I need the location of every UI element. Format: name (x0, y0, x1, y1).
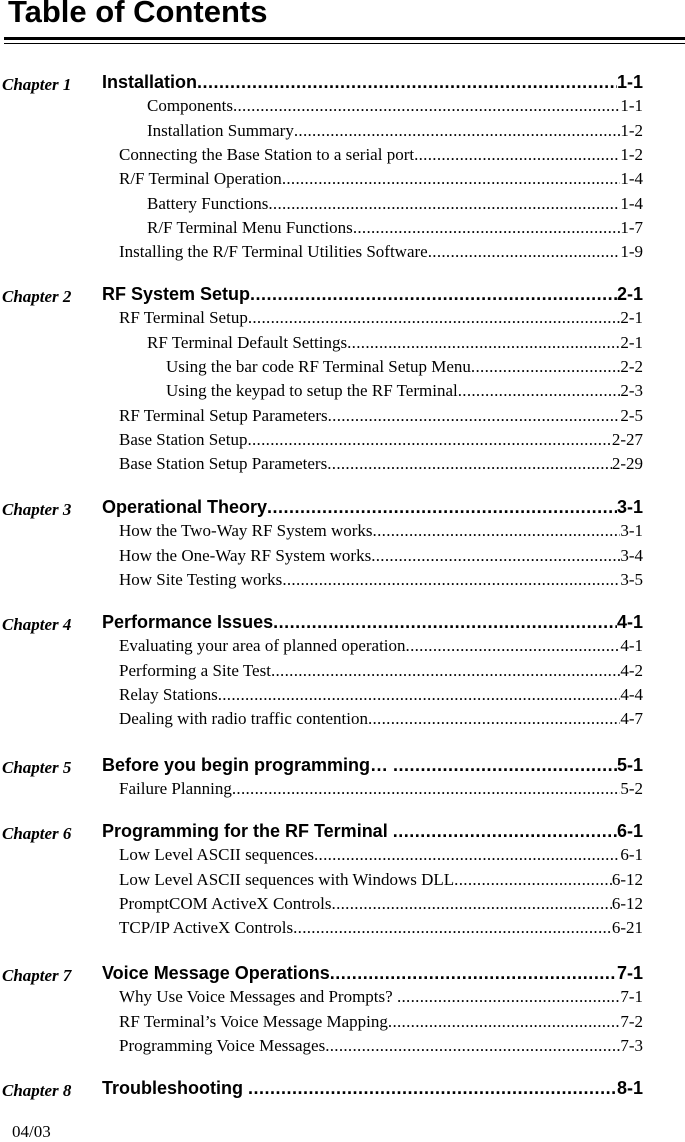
dot-leader (373, 521, 621, 541)
toc-entry[interactable] (119, 570, 643, 594)
dot-leader (267, 497, 617, 518)
toc-entry-title: Connecting the Base Station to a serial port (119, 144, 415, 164)
toc-entry-title: Programming Voice Messages (119, 1035, 326, 1055)
toc-entry-page: 2-1 (616, 284, 643, 304)
toc-entry-page: 4-7 (620, 709, 643, 729)
toc-entry-page: 2-2 (620, 356, 643, 376)
toc-entry-title: TCP/IP ActiveX Controls (119, 918, 294, 938)
chapter-label: Chapter 4 (2, 615, 72, 634)
toc-entry-title: Using the bar code RF Terminal Setup Menu (166, 356, 471, 376)
dot-leader (248, 308, 621, 328)
toc-entry-title: Base Station Setup (119, 429, 248, 449)
toc-entry-page: 1-7 (620, 217, 643, 237)
toc-entry[interactable] (147, 218, 643, 242)
dot-leader (273, 612, 617, 633)
toc-entry[interactable] (119, 709, 643, 733)
chapter-heading-entry[interactable] (102, 72, 643, 96)
chapter-heading-entry[interactable] (102, 284, 643, 308)
chapter-heading-entry[interactable] (102, 1078, 643, 1102)
dot-leader (325, 1036, 620, 1056)
toc-entry-title: PromptCOM ActiveX Controls (119, 893, 332, 913)
chapter-label: Chapter 1 (2, 75, 72, 94)
toc-entry-title: Installing the R/F Terminal Utilities Software (119, 242, 428, 262)
dot-leader (282, 169, 621, 189)
toc-entry-title: Performing a Site Test (119, 660, 271, 680)
chapter-heading-entry[interactable] (102, 497, 643, 521)
chapter-label: Chapter 7 (2, 966, 72, 985)
toc-entry-title: Relay Stations (119, 684, 218, 704)
dot-leader (388, 1012, 620, 1032)
toc-entry[interactable] (119, 661, 643, 685)
toc-entry-page: 2-1 (620, 308, 643, 328)
chapter-label: Chapter 2 (2, 287, 72, 306)
dot-leader (332, 894, 612, 914)
toc-entry-page: 6-12 (611, 893, 643, 913)
toc-entry-page: 3-5 (620, 569, 643, 589)
toc-entry[interactable] (119, 918, 643, 942)
toc-entry-page: 2-27 (611, 429, 643, 449)
toc-entry-title: R/F Terminal Operation (119, 169, 282, 189)
toc-entry-page: 3-1 (620, 521, 643, 541)
toc-entry[interactable] (119, 894, 643, 918)
toc-entry-title: Battery Functions (147, 193, 269, 213)
dot-leader (397, 987, 620, 1007)
toc-entry-page: 3-4 (620, 545, 643, 565)
toc-entry[interactable] (119, 870, 643, 894)
toc-entry-page: 6-1 (620, 845, 643, 865)
toc-entry-title: How the One-Way RF System works (119, 545, 372, 565)
toc-entry-title: Components (147, 96, 233, 116)
toc-entry-page: 5-2 (620, 779, 643, 799)
toc-entry[interactable] (166, 381, 643, 405)
dot-leader (268, 194, 620, 214)
toc-entry-page: 2-3 (620, 381, 643, 401)
chapter-heading-entry[interactable] (102, 821, 643, 845)
toc-entry-title: Low Level ASCII sequences (119, 845, 314, 865)
toc-entry-page: 2-1 (620, 332, 643, 352)
toc-entry-title: Base Station Setup Parameters (119, 454, 328, 474)
toc-entry-page: 1-2 (620, 144, 643, 164)
dot-leader (371, 546, 620, 566)
toc-entry-page: 6-21 (611, 918, 643, 938)
toc-entry-page: 4-1 (616, 612, 643, 632)
toc-entry-title: Installation (102, 72, 198, 92)
toc-entry-title: Programming for the RF Terminal (102, 821, 393, 841)
dot-leader (248, 1078, 617, 1099)
toc-entry[interactable] (119, 145, 643, 169)
toc-entry-page: 7-2 (620, 1011, 643, 1031)
toc-entry-title: Operational Theory (102, 497, 268, 517)
toc-entry-title: RF Terminal Default Settings (147, 332, 348, 352)
dot-leader (328, 406, 621, 426)
toc-entry[interactable] (119, 636, 643, 660)
chapter-label: Chapter 3 (2, 500, 72, 519)
toc-entry-page: 1-1 (620, 96, 643, 116)
dot-leader (353, 218, 621, 238)
toc-entry-title: Dealing with radio traffic contention (119, 709, 368, 729)
toc-entry[interactable] (147, 96, 643, 120)
toc-entry[interactable] (119, 546, 643, 570)
dot-leader (314, 845, 620, 865)
toc-entry[interactable] (119, 685, 643, 709)
dot-leader (282, 570, 620, 590)
toc-entry-title: RF Terminal Setup Parameters (119, 405, 328, 425)
title-rule-thin (4, 43, 685, 44)
dot-leader (458, 381, 621, 401)
chapter-label: Chapter 8 (2, 1081, 72, 1100)
toc-entry-title: Using the keypad to setup the RF Terminal (166, 381, 458, 401)
toc-entry[interactable] (166, 357, 643, 381)
toc-entry-title: RF System Setup (102, 284, 251, 304)
toc-entry-page: 7-3 (620, 1035, 643, 1055)
dot-leader (197, 72, 617, 93)
dot-leader (471, 357, 620, 377)
toc-entry-page: 2-29 (611, 454, 643, 474)
toc-entry-title: Low Level ASCII sequences with Windows DLL (119, 869, 455, 889)
chapter-label: Chapter 5 (2, 758, 72, 777)
toc-entry-page: 1-1 (616, 72, 643, 92)
toc-entry-page: 4-2 (620, 660, 643, 680)
toc-entry[interactable] (147, 121, 643, 145)
toc-entry-page: 1-4 (620, 169, 643, 189)
toc-entry-title: RF Terminal Setup (119, 308, 248, 328)
dot-leader (327, 454, 612, 474)
toc-entry[interactable] (119, 845, 643, 869)
dot-leader (218, 685, 621, 705)
toc-entry-page: 1-2 (620, 120, 643, 140)
toc-entry[interactable] (119, 242, 643, 266)
toc-entry-title: R/F Terminal Menu Functions (147, 217, 353, 237)
toc-entry-title: Why Use Voice Messages and Prompts? (119, 987, 397, 1007)
dot-leader (330, 963, 617, 984)
dot-leader (233, 96, 620, 116)
dot-leader (406, 636, 621, 656)
chapter-label: Chapter 6 (2, 824, 72, 843)
toc-entry-page: 2-5 (620, 405, 643, 425)
toc-entry-title: RF Terminal’s Voice Message Mapping (119, 1011, 388, 1031)
toc-entry-page: 4-4 (620, 684, 643, 704)
toc-entry[interactable] (119, 987, 643, 1011)
toc-entry[interactable] (119, 521, 643, 545)
toc-entry-page: 6-1 (616, 821, 643, 841)
toc-entry-page: 5-1 (616, 755, 643, 775)
toc-entry-page: 1-9 (620, 242, 643, 262)
toc-entry-page: 1-4 (620, 193, 643, 213)
toc-entry[interactable] (147, 194, 643, 218)
page-title: Table of Contents (8, 0, 268, 29)
dot-leader (454, 870, 612, 890)
dot-leader (393, 821, 617, 842)
dot-leader (393, 755, 617, 776)
dot-leader (271, 661, 620, 681)
toc-entry-title: Performance Issues (102, 612, 274, 632)
toc-entry-title: How the Two-Way RF System works (119, 521, 373, 541)
toc-entry-title: How Site Testing works (119, 569, 283, 589)
chapter-heading-entry[interactable] (102, 963, 643, 987)
toc-entry[interactable] (119, 1012, 643, 1036)
toc-entry[interactable] (119, 1036, 643, 1060)
toc-entry[interactable] (119, 406, 643, 430)
toc-entry[interactable] (119, 454, 643, 478)
toc-entry[interactable] (119, 308, 643, 332)
toc-entry-page: 8-1 (616, 1078, 643, 1098)
dot-leader (414, 145, 620, 165)
dot-leader (232, 779, 620, 799)
toc-entry-title: Troubleshooting (102, 1078, 248, 1098)
toc-entry[interactable] (119, 169, 643, 193)
toc-entry-page: 7-1 (616, 963, 643, 983)
dot-leader (294, 121, 620, 141)
chapter-heading-entry[interactable] (102, 612, 643, 636)
toc-entry-title: Failure Planning (119, 779, 232, 799)
toc-entry-title: Evaluating your area of planned operation (119, 636, 406, 656)
dot-leader (428, 242, 621, 262)
dot-leader (247, 430, 611, 450)
toc-entry-page: 4-1 (620, 636, 643, 656)
dot-leader (250, 284, 617, 305)
toc-entry[interactable] (119, 430, 643, 454)
title-rule-thick (4, 37, 685, 40)
dot-leader (368, 709, 620, 729)
toc-entry-title: Installation Summary (147, 120, 294, 140)
toc-entry-title: Before you begin programming… (102, 755, 394, 775)
dot-leader (347, 333, 620, 353)
chapter-heading-entry[interactable] (102, 755, 643, 779)
toc-entry-title: Voice Message Operations (102, 963, 330, 983)
toc-entry-page: 7-1 (620, 987, 643, 1007)
toc-entry[interactable] (119, 779, 643, 803)
toc-entry-page: 3-1 (616, 497, 643, 517)
toc-entry-page: 6-12 (611, 869, 643, 889)
toc-entry[interactable] (147, 333, 643, 357)
dot-leader (293, 918, 612, 938)
footer-date: 04/03 (12, 1122, 51, 1141)
